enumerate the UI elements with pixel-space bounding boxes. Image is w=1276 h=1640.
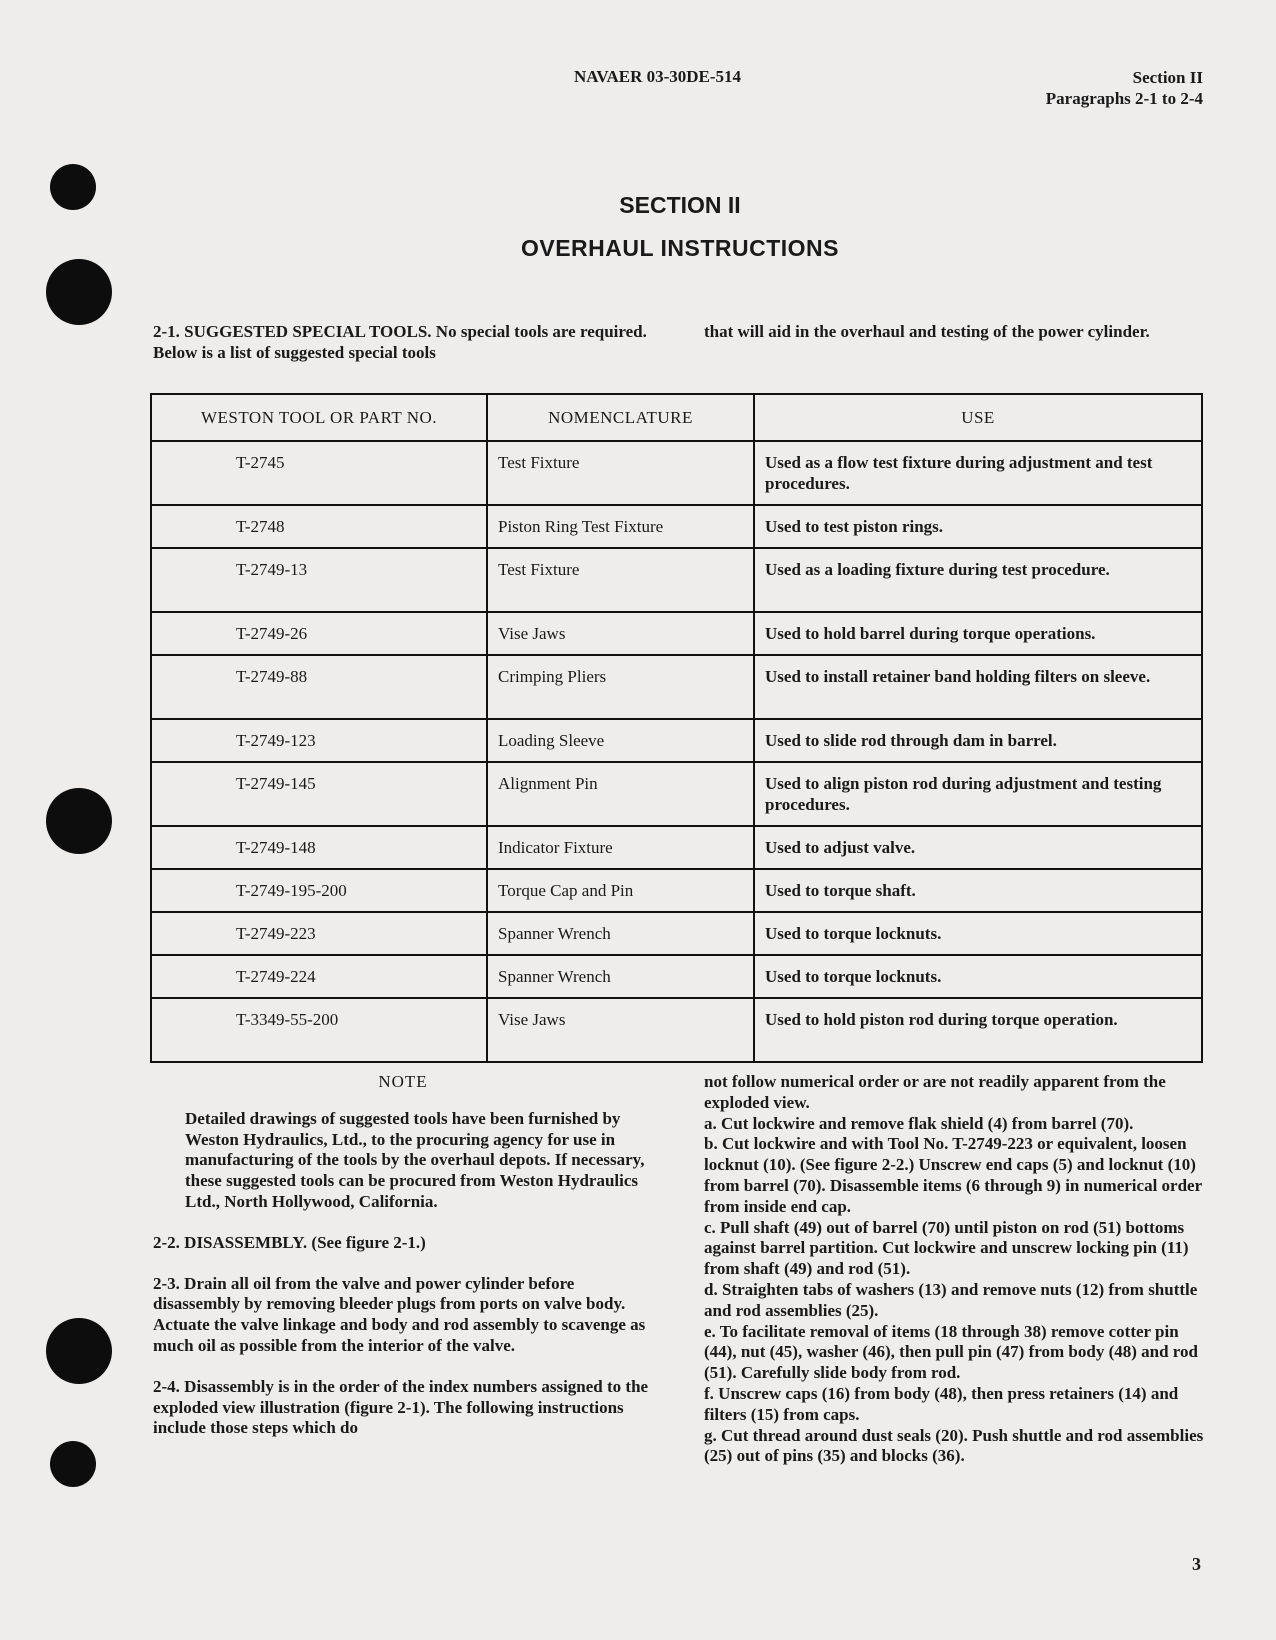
tool-use: Used to torque shaft. — [754, 869, 1202, 912]
tool-use: Used to torque locknuts. — [754, 912, 1202, 955]
section-reference — [1046, 67, 1203, 109]
binder-hole — [46, 788, 112, 854]
tool-nomenclature: Test Fixture — [487, 441, 754, 505]
section-subtitle: OVERHAUL INSTRUCTIONS — [520, 235, 840, 261]
paragraph-2-1-right — [704, 322, 1206, 343]
tool-number: T-2749-88 — [151, 655, 487, 719]
table-row — [151, 548, 1202, 612]
step-c: c. Pull shaft (49) out of barrel (70) until piston on rod (51) bottoms against barrel partition. Cut lockwire and unscrew locking pin (11) from shaft (49) and rod (51). — [704, 1217, 1189, 1279]
paragraph-2-4: 2-4. Disassembly is in the order of the index numbers assigned to the exploded view illustration (figure 2-1). The following instructions include those steps which do — [153, 1376, 649, 1438]
paragraph-text: that will aid in the overhaul and testing of the power cylinder. — [704, 322, 1150, 341]
tool-number: T-2749-195-200 — [151, 869, 487, 912]
tool-nomenclature: Spanner Wrench — [487, 955, 754, 998]
tool-use: Used to slide rod through dam in barrel. — [754, 719, 1202, 762]
column-header-tool-no: WESTON TOOL OR PART NO. — [151, 394, 487, 441]
tool-number: T-2748 — [151, 505, 487, 548]
table-row — [151, 826, 1202, 869]
step-d: d. Straighten tabs of washers (13) and remove nuts (12) from shuttle and rod assemblies (25). — [704, 1279, 1198, 1320]
tool-nomenclature: Vise Jaws — [487, 612, 754, 655]
tool-use: Used as a loading fixture during test procedure. — [754, 548, 1202, 612]
paragraph-2-4-continued: not follow numerical order or are not readily apparent from the exploded view. — [704, 1072, 1166, 1112]
table-row — [151, 998, 1202, 1062]
table-row — [151, 612, 1202, 655]
table-row — [151, 762, 1202, 826]
binder-hole — [50, 1441, 96, 1487]
tool-number: T-2749-148 — [151, 826, 487, 869]
tool-use: Used to hold piston rod during torque operation. — [754, 998, 1202, 1062]
page-number: 3 — [1192, 1554, 1201, 1574]
paragraph-2-2: 2-2. DISASSEMBLY. (See figure 2-1.) — [153, 1232, 426, 1252]
tool-nomenclature: Spanner Wrench — [487, 912, 754, 955]
table-header-row — [151, 394, 1202, 441]
right-column — [704, 1072, 1206, 1467]
note-body: Detailed drawings of suggested tools have been furnished by Weston Hydraulics, Ltd., to the procuring agency for use in manufacturing of the tools by the overhaul depots. If necessary, these suggested tools can be procured from Weston Hydraulics Ltd., North Hollywood, California. — [185, 1108, 645, 1211]
step-b: b. Cut lockwire and with Tool No. T-2749-223 or equivalent, loosen locknut (10). (See figure 2-2.) Unscrew end caps (5) and locknut (10) from barrel (70). Disassemble items (6 through 9) in numerical order from inside end cap. — [704, 1134, 1202, 1216]
tool-number: T-2749-13 — [151, 548, 487, 612]
column-header-use: USE — [754, 394, 1202, 441]
tool-nomenclature: Indicator Fixture — [487, 826, 754, 869]
tool-use: Used to align piston rod during adjustment and testing procedures. — [754, 762, 1202, 826]
step-f: f. Unscrew caps (16) from body (48), then press retainers (14) and filters (15) from caps. — [704, 1383, 1179, 1424]
paragraph-range: Paragraphs 2-1 to 2-4 — [1045, 89, 1203, 108]
special-tools-table — [150, 393, 1203, 1063]
paragraph-2-3: 2-3. Drain all oil from the valve and power cylinder before disassembly by removing bleeder plugs from ports on valve body. Actuate the valve linkage and body and rod assembly to scavenge as much oil as possible from the interior of the valve. — [153, 1273, 646, 1355]
paragraph-2-1-left — [153, 322, 651, 364]
tool-nomenclature: Loading Sleeve — [487, 719, 754, 762]
tool-use: Used to test piston rings. — [754, 505, 1202, 548]
table-row — [151, 719, 1202, 762]
tool-nomenclature: Crimping Pliers — [487, 655, 754, 719]
left-column — [153, 1072, 653, 1439]
section-label: Section II — [1132, 68, 1203, 87]
doc-number: NAVAER 03-30DE-514 — [574, 67, 742, 86]
paragraph-text: 2-1. SUGGESTED SPECIAL TOOLS. No special tools are required. Below is a list of suggested special tools — [153, 322, 647, 362]
tool-use: Used to torque locknuts. — [754, 955, 1202, 998]
tool-use: Used as a flow test fixture during adjustment and test procedures. — [754, 441, 1202, 505]
table-row — [151, 505, 1202, 548]
step-e: e. To facilitate removal of items (18 through 38) remove cotter pin (44), nut (45), washer (46), then pull pin (47) from body (48) and rod (51). Carefully slide body from rod. — [704, 1321, 1198, 1383]
table-row — [151, 869, 1202, 912]
column-header-nomenclature: NOMENCLATURE — [487, 394, 754, 441]
tool-number: T-2749-26 — [151, 612, 487, 655]
section-title: SECTION II — [619, 192, 741, 218]
tool-use: Used to install retainer band holding filters on sleeve. — [754, 655, 1202, 719]
tool-nomenclature: Test Fixture — [487, 548, 754, 612]
step-g: g. Cut thread around dust seals (20). Push shuttle and rod assemblies (25) out of pins (35) and blocks (36). — [704, 1425, 1204, 1466]
tool-number: T-3349-55-200 — [151, 998, 487, 1062]
tool-number: T-2749-123 — [151, 719, 487, 762]
table-row — [151, 955, 1202, 998]
binder-hole — [46, 1318, 112, 1384]
table-row — [151, 912, 1202, 955]
tool-number: T-2749-223 — [151, 912, 487, 955]
tool-number: T-2749-145 — [151, 762, 487, 826]
binder-hole — [46, 259, 112, 325]
table-row — [151, 441, 1202, 505]
tool-number: T-2749-224 — [151, 955, 487, 998]
note-heading: NOTE — [378, 1072, 428, 1091]
tool-number: T-2745 — [151, 441, 487, 505]
tool-use: Used to hold barrel during torque operations. — [754, 612, 1202, 655]
table-row — [151, 655, 1202, 719]
step-a: a. Cut lockwire and remove flak shield (4) from barrel (70). — [704, 1113, 1134, 1133]
tool-nomenclature: Piston Ring Test Fixture — [487, 505, 754, 548]
tool-nomenclature: Alignment Pin — [487, 762, 754, 826]
tool-nomenclature: Torque Cap and Pin — [487, 869, 754, 912]
tool-nomenclature: Vise Jaws — [487, 998, 754, 1062]
tool-use: Used to adjust valve. — [754, 826, 1202, 869]
